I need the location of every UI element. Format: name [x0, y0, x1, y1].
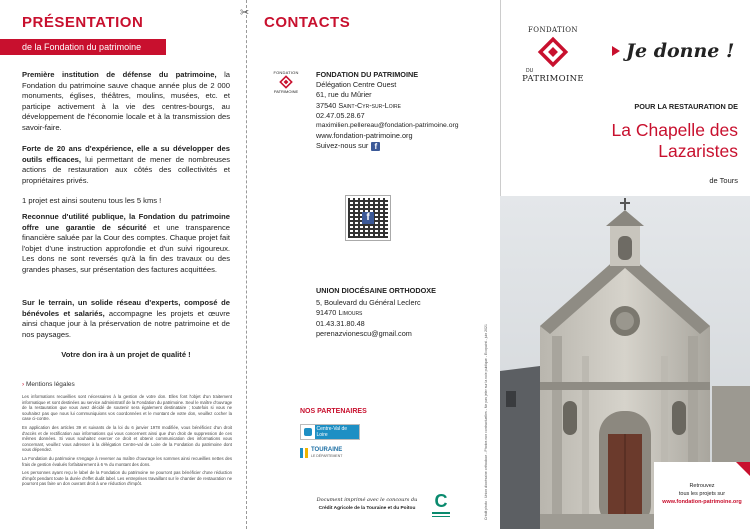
donate-headline: Je donne !	[612, 40, 734, 62]
partner-logo-centre: Centre-Val de Loire	[300, 424, 360, 440]
projects-badge[interactable]: Retrouvez tous les projets sur www.fondation-patrimoine.org	[654, 462, 750, 529]
contact-union: UNION DIOCÉSAINE ORTHODOXE 5, Boulevard du Général Leclerc 91470 Limours 01.43.31.80.48 perenazvionescu@gmail.com	[316, 286, 437, 338]
chevron-right-icon: ›	[22, 381, 25, 388]
fdp-main-logo: FONDATION DU PATRIMOINE	[522, 26, 584, 84]
partners-title: NOS PARTENAIRES	[300, 408, 367, 415]
presentation-title: PRÉSENTATION	[22, 14, 144, 31]
chapel-title: La Chapelle des Lazaristes	[611, 120, 738, 161]
credit-agricole-logo	[430, 492, 452, 524]
fondation-email-link[interactable]: maximilien.pellereau@fondation-patrimoine.org	[316, 122, 459, 130]
presentation-paragraph-4: Reconnue d'utilité publique, la Fondation du patrimoine offre une garantie de sécurité et une transparence financière saluée par la Cour des comptes. Chaque projet fait l'objet d'une instruction approfondie et d'un suivi rigoureux. Les dons ne sont reversés qu'à la fin des travaux ou des grandes phases, sur présentation des factures acquittées.	[22, 212, 230, 274]
presentation-paragraph-5: Sur le terrain, un solide réseau d'experts, composé de bénévoles et salariés, accompagne les projets et œuvre ainsi chaque jour à la préservation de notre patrimoine et de nos paysages.	[22, 298, 231, 339]
facebook-icon[interactable]: f	[371, 142, 380, 151]
contacts-title: CONTACTS	[264, 14, 351, 31]
contact-fondation: FONDATION DU PATRIMOINE Délégation Centre Ouest 61, rue du Mûrier 37540 Saint-Cyr-sur-Loire 02.47.05.28.67 maximilien.pellereau@fondation-patrimoine.org www.fondation-patrimoine.org Suivez-nous sur f	[316, 70, 459, 151]
presentation-panel	[0, 0, 246, 529]
fold-line-left	[246, 0, 247, 529]
partner-logo-touraine: TOURAINE LE DÉPARTEMENT	[300, 446, 362, 460]
presentation-ribbon: de la Fondation du patrimoine	[0, 39, 166, 55]
restoration-subtitle: POUR LA RESTAURATION DE	[634, 102, 738, 111]
presentation-paragraph-2: Forte de 20 ans d'expérience, elle a su développer des outils efficaces, lui permettant de mener de nombreuses actions de restauration aux côtés des collectivités et propriétaires privés.	[22, 144, 230, 185]
play-arrow-icon	[612, 46, 620, 56]
region-icon	[304, 428, 312, 436]
qr-code[interactable]	[346, 196, 390, 240]
fdp-diamond-icon	[279, 75, 293, 89]
fondation-website-link[interactable]: www.fondation-patrimoine.org	[662, 499, 742, 505]
fdp-small-logo: FONDATION PATRIMOINE	[273, 70, 299, 94]
legal-title: › Mentions légales	[22, 381, 75, 388]
presentation-paragraph-6: Votre don ira à un projet de qualité !	[61, 350, 191, 359]
touraine-icon	[300, 448, 308, 458]
presentation-paragraph-3: 1 projet est ainsi soutenu tous les 5 kms !	[22, 196, 162, 205]
fondation-website-link[interactable]: www.fondation-patrimoine.org	[316, 131, 413, 141]
legal-text: Les informations recueillies sont nécessaires à la gestion de votre don. Elles font l'objet d'un traitement informatique et sont destinées au service administratif de la Fondation du patrimoine. Seul le maître d'ouvrage de la restauration que vous avez décidé de soutenir sera également destinataire ; toutefois si vous ne souhaitez pas que nous lui communiquions vos coordonnées et le montant de votre don, veuillez cocher la case ci-contre. En application des articles 39 et suivants de la loi du 6 janvier 1978 modifiée, vous bénéficiez d'un droit d'accès et de rectification aux informations qui vous concernent ainsi que d'un droit de suppression de ces mêmes données. Si vous souhaitez exercer ce droit et obtenir communication des informations vous concernant, veuillez vous adresser à la délégation Centre-val de Loire de la Fondation du patrimoine dont vous dépendez. La Fondation du patrimoine s'engage à reverser au maître d'ouvrage les sommes ainsi recueillies nettes des frais de gestion évalués forfaitairement à 6 % du montant des dons. Les personnes ayant reçu le label de la Fondation du patrimoine ne pourront pas bénéficier d'une réduction d'impôt pendant toute la durée d'effet dudit label. Les entreprises travaillant sur le chantier de restauration ne pourront pas faire un don ouvrant droit à une réduction d'impôt.	[22, 394, 232, 487]
scissors-icon: ✂	[240, 7, 250, 19]
vertical-credit-text: Crédit photo : Union diocésaine orthodoxe - Photos non contractuelles - Ne pas jeter sur la voie publique - Ecopaint - juin 2021	[484, 324, 488, 520]
credit-agricole-icon: C	[434, 491, 448, 511]
print-note: Document imprimé avec le concours du Crédit Agricole de la Touraine et du Poitou	[316, 497, 418, 511]
fdp-diamond-icon	[537, 36, 569, 68]
union-email-link[interactable]: perenazvionescu@gmail.com	[316, 328, 412, 338]
presentation-paragraph-1: Première institution de défense du patrimoine, la Fondation du patrimoine sauve chaque année plus de 2 000 monuments, églises, théâtres, moulins, musées, etc. et participe activement à la vie des centres-bourgs, au développement de l'économie locale et à la transmission des savoir-faire.	[22, 70, 230, 132]
facebook-icon: f	[362, 212, 374, 224]
chapel-place: de Tours	[709, 176, 738, 185]
